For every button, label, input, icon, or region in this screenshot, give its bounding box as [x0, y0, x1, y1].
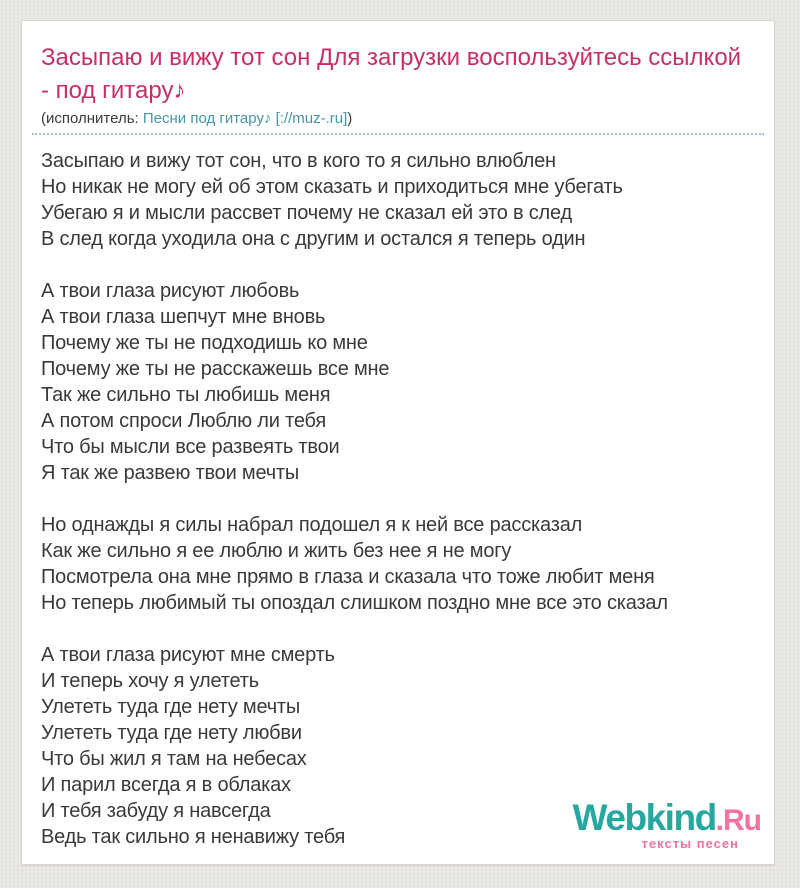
lyric-line: В след когда уходила она с другим и остался я теперь один — [41, 228, 586, 250]
lyric-line: Так же сильно ты любишь меня — [41, 384, 331, 406]
webkind-logo-tagline: тексты песен — [641, 836, 739, 851]
page-content — [22, 21, 774, 850]
webkind-logo-domain: .Ru — [715, 804, 761, 837]
lyric-line: А твои глаза рисуют мне смерть — [41, 644, 335, 666]
lyrics-stanza-2 — [41, 278, 755, 486]
lyric-line: Почему же ты не расскажешь все мне — [41, 358, 390, 380]
lyric-line: И тебя забуду я навсегда — [41, 800, 271, 822]
webkind-logo-wordmark — [573, 799, 761, 836]
lyric-line: Улететь туда где нету мечты — [41, 696, 301, 718]
artist-line-close: ) — [347, 110, 353, 127]
artist-label: (исполнитель: — [41, 110, 143, 127]
dotted-divider — [32, 133, 764, 135]
lyric-line: Посмотрела она мне прямо в глаза и сказала что тоже любит меня — [41, 566, 655, 588]
lyric-line: Ведь так сильно я ненавижу тебя — [41, 826, 346, 848]
webkind-logo-text: Webkind — [572, 797, 716, 838]
lyric-line: Но однажды я силы набрал подошел я к ней все рассказал — [41, 514, 583, 536]
lyric-line: Улететь туда где нету любви — [41, 722, 302, 744]
lyric-line: Почему же ты не подходишь ко мне — [41, 332, 368, 354]
lyric-line: Что бы мысли все развеять твои — [41, 436, 340, 458]
lyric-line: Но никак не могу ей об этом сказать и приходиться мне убегать — [41, 176, 623, 198]
lyric-line: И парил всегда я в облаках — [41, 774, 291, 796]
artist-link[interactable]: Песни под гитару♪ [://muz-.ru] — [142, 110, 348, 127]
artist-line — [41, 109, 755, 129]
lyrics-stanza-3 — [41, 512, 755, 616]
lyric-line: Засыпаю и вижу тот сон, что в кого то я сильно влюблен — [41, 150, 556, 172]
lyric-line: И теперь хочу я улететь — [41, 670, 259, 692]
lyrics-text — [41, 148, 755, 850]
lyrics-page-panel — [21, 20, 775, 865]
lyrics-stanza-1 — [41, 148, 755, 252]
lyric-line: Как же сильно я ее люблю и жить без нее я не могу — [41, 540, 512, 562]
lyric-line: Я так же развею твои мечты — [41, 462, 300, 484]
lyric-line: А потом спроси Люблю ли тебя — [41, 410, 326, 432]
lyric-line: Убегаю я и мысли рассвет почему не сказал ей это в след — [41, 202, 572, 224]
lyric-line: А твои глаза шепчут мне вновь — [41, 306, 326, 328]
page-title: Засыпаю и вижу тот сон Для загрузки воспользуйтесь ссылкой - под гитару♪ — [41, 44, 742, 104]
lyric-line: А твои глаза рисуют любовь — [41, 280, 300, 302]
webkind-logo[interactable] — [573, 799, 761, 850]
lyric-line: Что бы жил я там на небесах — [41, 748, 307, 770]
lyric-line: Но теперь любимый ты опоздал слишком поздно мне все это сказал — [41, 592, 668, 614]
